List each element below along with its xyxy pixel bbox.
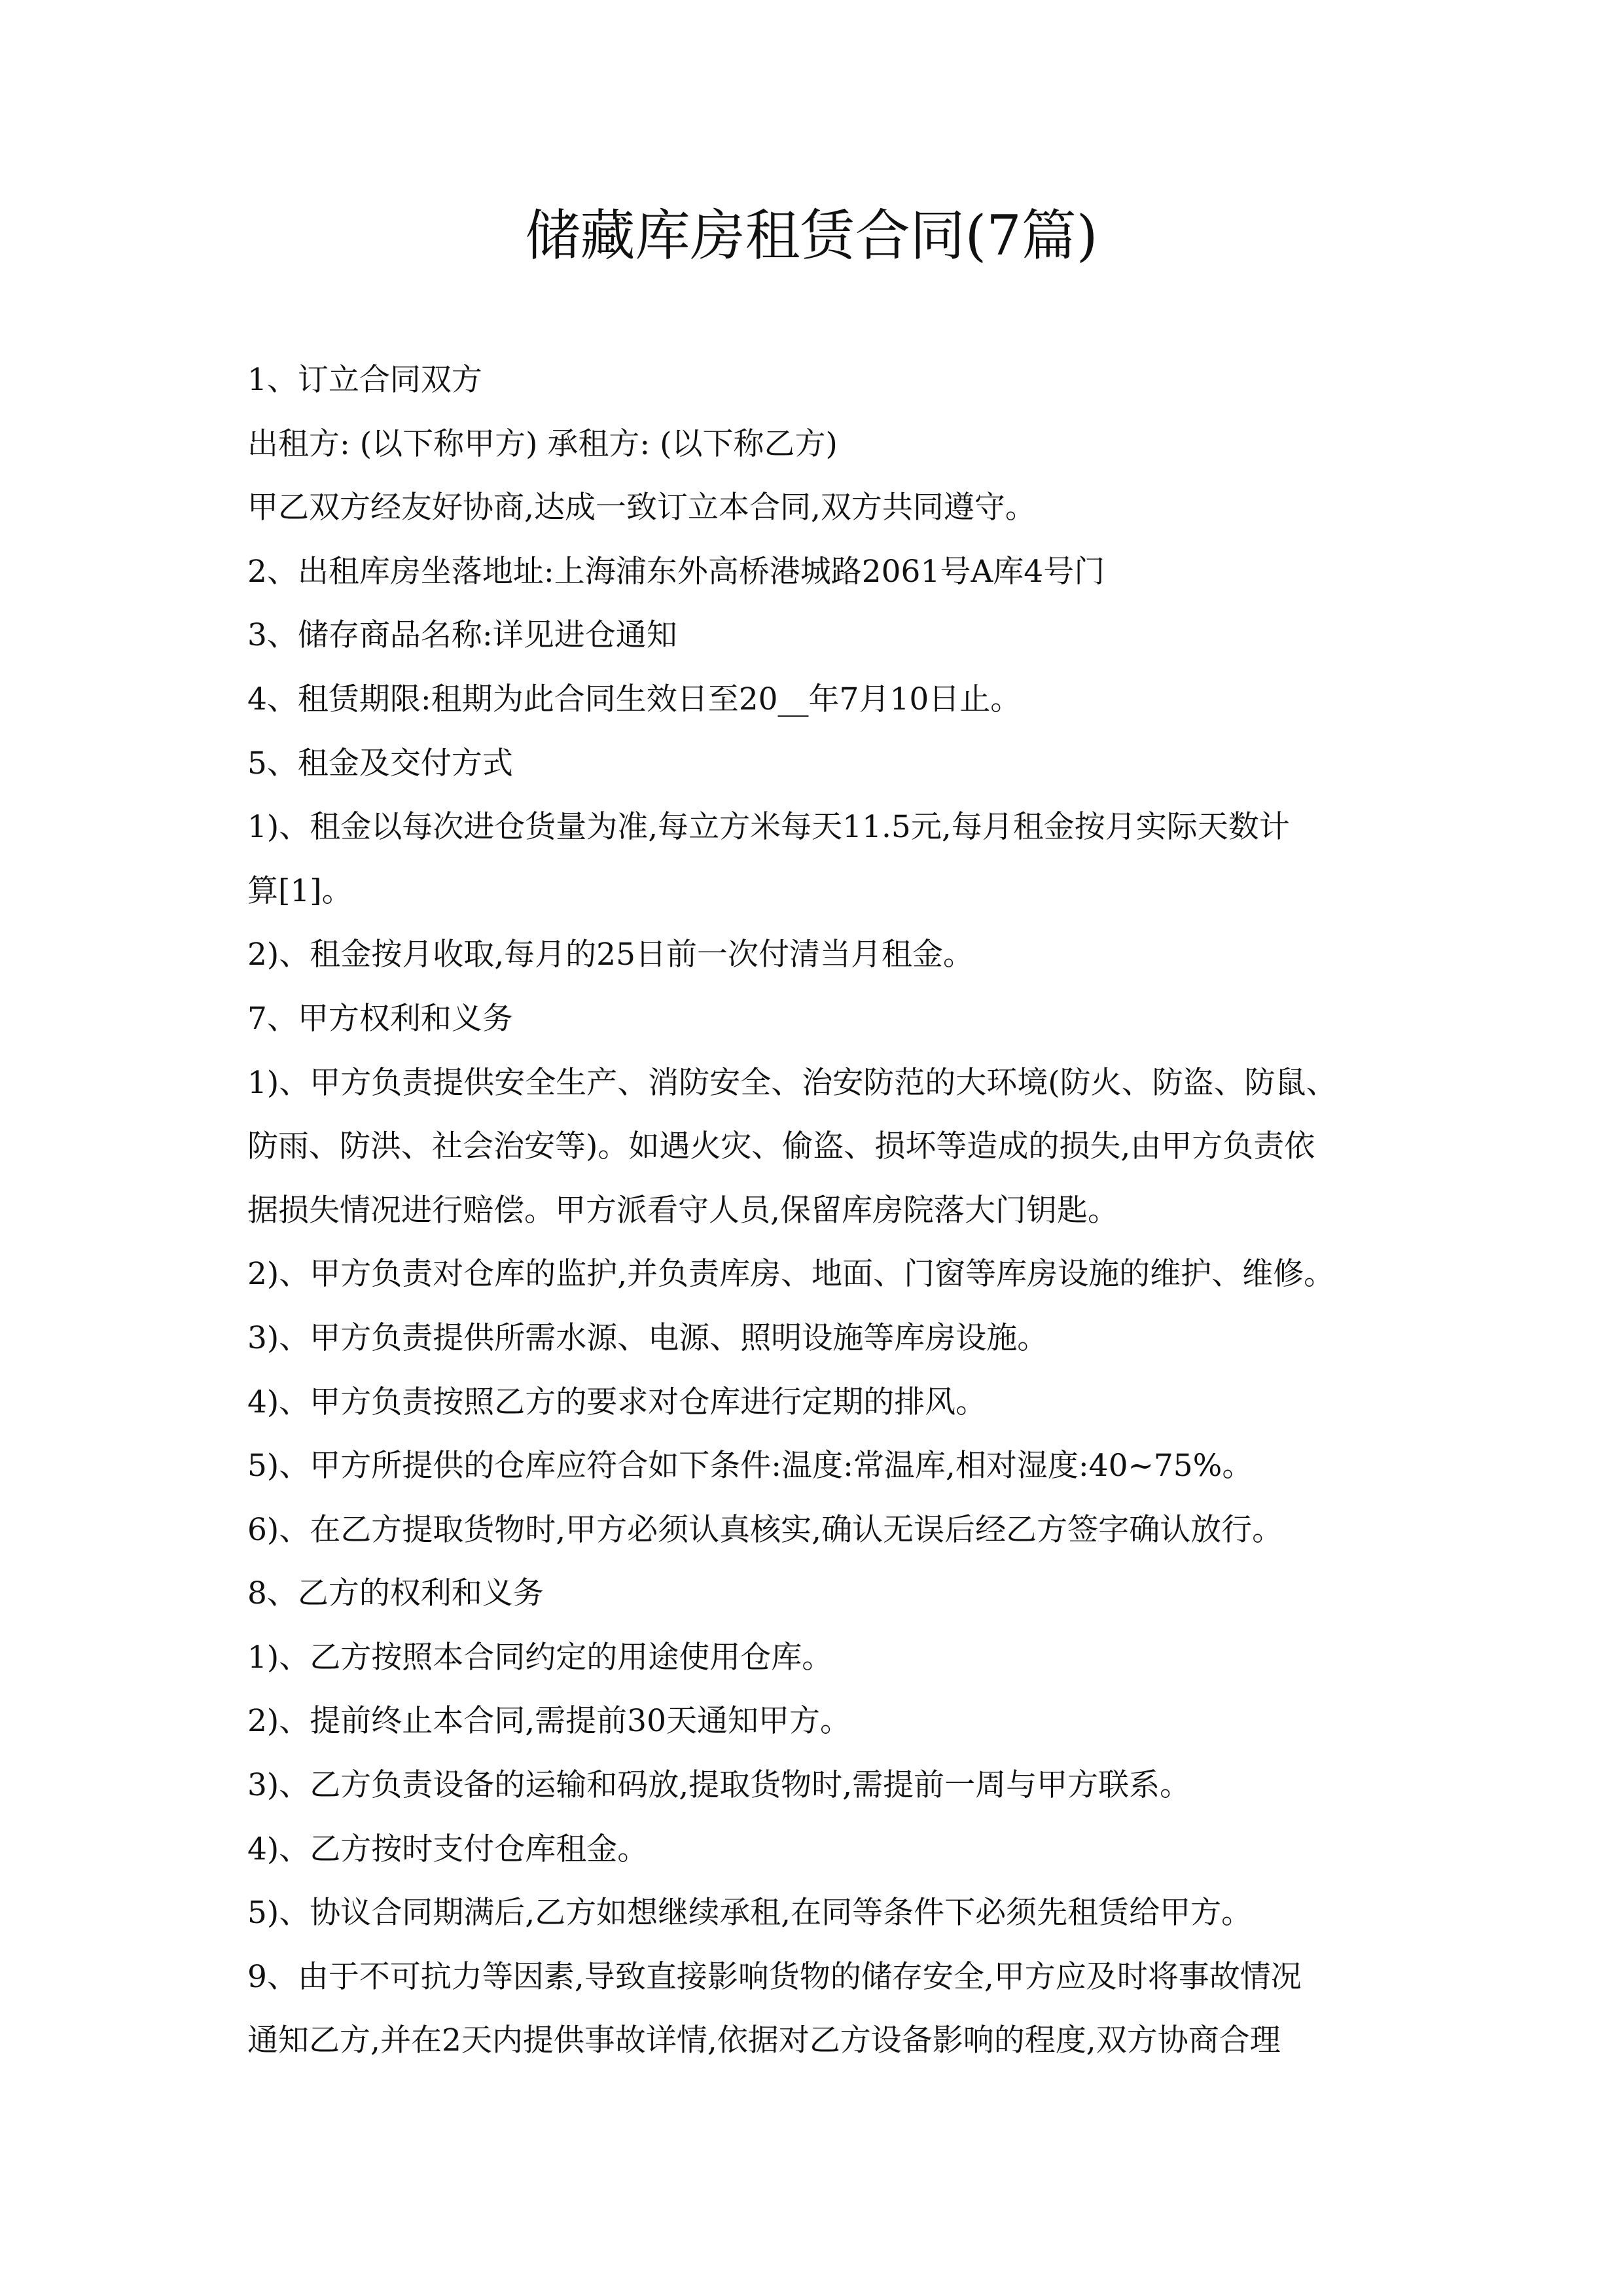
text-line: 9、由于不可抗力等因素,导致直接影响货物的储存安全,甲方应及时将事故情况	[247, 1958, 1302, 1995]
text-line: 防雨、防洪、社会治安等)。如遇火灾、偷盗、损坏等造成的损失,由甲方负责依	[247, 1128, 1315, 1165]
text-line: 2、出租库房坐落地址:上海浦东外高桥港城路2061号A库4号门	[247, 553, 1105, 590]
document-title: 储藏库房租赁合同(7篇)	[525, 204, 1098, 268]
text-line: 7、甲方权利和义务	[247, 1000, 513, 1037]
text-line: 据损失情况进行赔偿。甲方派看守人员,保留库房院落大门钥匙。	[247, 1192, 1118, 1229]
text-line: 8、乙方的权利和义务	[247, 1575, 544, 1612]
text-line: 3)、乙方负责设备的运输和码放,提取货物时,需提前一周与甲方联系。	[247, 1767, 1191, 1804]
text-line: 5)、协议合同期满后,乙方如想继续承租,在同等条件下必须先租赁给甲方。	[247, 1895, 1253, 1931]
text-line: 2)、甲方负责对仓库的监护,并负责库房、地面、门窗等库房设施的维护、维修。	[247, 1256, 1335, 1293]
text-line: 1)、租金以每次进仓货量为准,每立方米每天11.5元,每月租金按月实际天数计	[247, 809, 1290, 846]
text-line: 6)、在乙方提取货物时,甲方必须认真核实,确认无误后经乙方签字确认放行。	[247, 1511, 1283, 1548]
text-line: 1、订立合同双方	[247, 362, 482, 398]
text-line: 1)、甲方负责提供安全生产、消防安全、治安防范的大环境(防火、防盗、防鼠、	[247, 1064, 1337, 1101]
text-line: 4、租赁期限:租期为此合同生效日至20__年7月10日止。	[247, 681, 1022, 717]
text-line: 通知乙方,并在2天内提供事故详情,依据对乙方设备影响的程度,双方协商合理	[247, 2022, 1281, 2059]
text-line: 1)、乙方按照本合同约定的用途使用仓库。	[247, 1639, 833, 1676]
text-line: 4)、乙方按时支付仓库租金。	[247, 1831, 649, 1867]
text-line: 出租方: (以下称甲方) 承租方: (以下称乙方)	[247, 425, 838, 462]
text-line: 2)、租金按月收取,每月的25日前一次付清当月租金。	[247, 937, 974, 973]
text-line: 5、租金及交付方式	[247, 745, 513, 781]
text-line: 算[1]。	[247, 872, 353, 909]
text-line: 2)、提前终止本合同,需提前30天通知甲方。	[247, 1703, 851, 1740]
text-line: 3)、甲方负责提供所需水源、电源、照明设施等库房设施。	[247, 1319, 1048, 1356]
text-line: 4)、甲方负责按照乙方的要求对仓库进行定期的排风。	[247, 1384, 987, 1420]
text-line: 甲乙双方经友好协商,达成一致订立本合同,双方共同遵守。	[247, 490, 1036, 526]
text-line: 5)、甲方所提供的仓库应符合如下条件:温度:常温库,相对湿度:40~75%。	[247, 1448, 1253, 1484]
document-body	[247, 348, 1425, 2073]
text-line: 3、储存商品名称:详见进仓通知	[247, 617, 677, 654]
